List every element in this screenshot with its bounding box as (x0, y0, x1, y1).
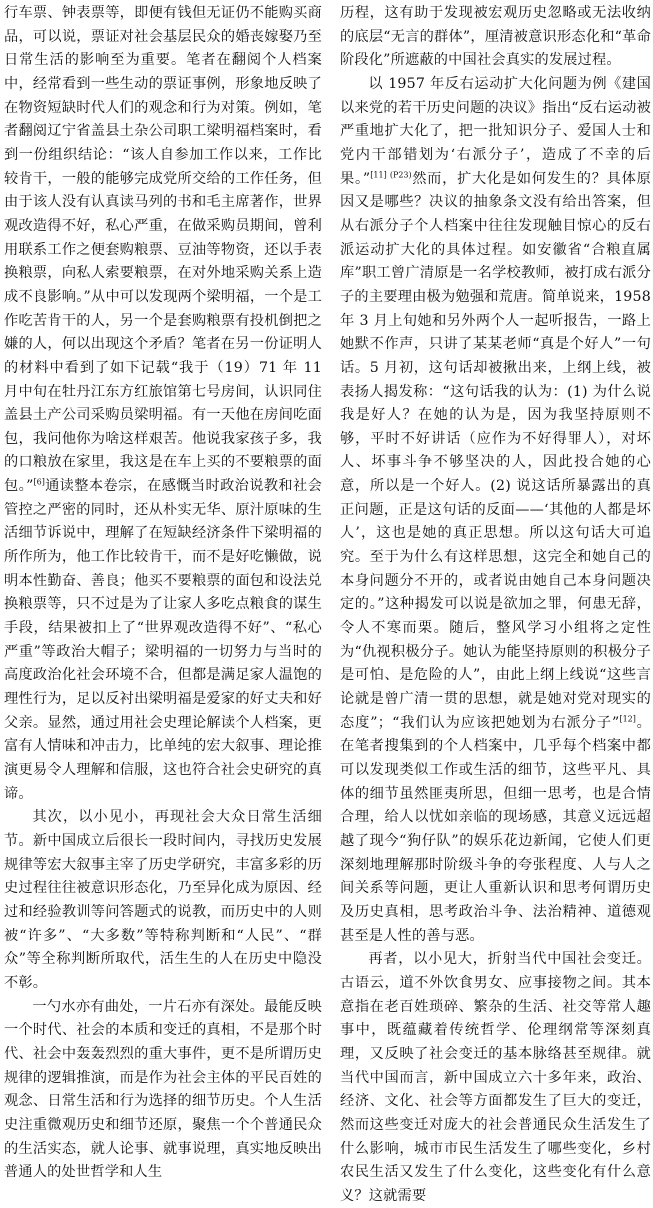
paragraph-continuation: 历程，这有助于发现被宏观历史忽略或无法收纳的底层“无言的群体”，厘清被意识形态化和“革命阶段化”所遮蔽的中国社会真实的发展过程。 (340, 5, 651, 69)
paragraph-text: 行车票、钟表票等，即便有钱但无证仍不能购买商品，可以说，票证对社会基层民众的婚丧嫁娶乃至日常生活的影响至为重要。笔者在翻阅个人档案中，经常看到一些生动的票证事例，形象地反映了在物资短缺时代人们的观念和行为对策。例如，笔者翻阅辽宁省盖县土杂公司职工梁明福档案时，看到一份组织结论：“该人自参加工作以来，工作比较肯干，一般的能够完成党所交给的工作任务，但由于该人没有认真读马列的书和毛主席著作，世界观改造得不好，私心严重，在做采购员期间，曾利用联系工作之便套购粮票、豆油等物资，还以手表换粮票，向私人索要粮票，在对外地采购关系上造成不良影响。”从中可以发现两个梁明福，一个是工作吃苦肯干的人，另一个是套购粮票有投机倒把之嫌的人，何以出现这个矛盾？笔者在另一份证明人的材料中看到了如下记载“我于（19）71 年 11 月中旬在牡丹江东方红旅馆第七号房间，认识同住盖县土产公司采购员梁明福。有一天他在房间吃面包，我问他你为啥这样艰苦。他说我家孩子多，我的口粮放在家里，我这是在车上买的不要粮票的面包。” (4, 5, 322, 495)
paragraph-text: 。在笔者搜集到的个人档案中，几乎每个档案中都可以发现类似工作或生活的细节，这些平凡、具体的细节虽然匪夷所思，但细一思考，也是合情合理，给人以忧如亲临的现场感，其意义远远超越了现今“狗仔队”的娱乐花边新闻，它使人们更深刻地理解那时阶级斗争的夸张程度、人与人之间关系等问题，更让人重新认识和思考何谓历史及历史真相，思考政治斗争、法治精神、道德观甚至是人性的善与恶。 (340, 714, 651, 944)
left-column (4, 2, 322, 1181)
paragraph-text: 以 1957 年反右运动扩大化问题为例《建国以来党的若干历史问题的决议》指出“反右运动被严重地扩大化了，把一批知识分子、爱国人士和党内干部错划为‘右派分子’，造成了不幸的后果。” (340, 75, 651, 187)
paragraph-anti-rightist (340, 73, 651, 948)
paragraph-social-change: 再者，以小见大，折射当代中国社会变迁。古语云，道不外饮食男女、应事接物之间。其本意指在老百姓琐碎、繁杂的生活、社交等常人趣事中，既蕴藏着传统哲学、伦理纲常等深刻真理，又反映了社会变迁的基本脉络甚至规律。就当代中国而言，新中国成立六十多年来，政治、经济、文化、社会等方面都发生了巨大的变迁，然而这些变迁对庞大的社会普通民众生活发生了什么影响，城市市民生活发生了哪些变化，乡村农民生活又发生了什么变化，这些变化有什么意义？这就需要 (340, 951, 651, 1204)
paragraph-daily-life: 其次，以小见小，再现社会大众日常生活细节。新中国成立后很长一段时间内，寻找历史发展规律等宏大叙事主宰了历史学研究，丰富多彩的历史过程往往被意识形态化，乃至异化成为原因、经过和经验教训等问答题式的说教，而历史中的人则被“许多”、“大多数”等特称判断和“人民”、“群众”等全称判断所取代，活生生的人在历史中隐没不彰。 (4, 809, 322, 991)
paragraph-text: 通读整本卷宗，在感慨当时政治说教和社会管控之严密的同时，还从朴实无华、原汁原味的生活细节诉说中，理解了在短缺经济条件下梁明福的所作所为，他工作比较肯干，而不是好吃懒做，说明本性勤奋、善良；他买不要粮票的面包和设法兑换粮票等，只不过是为了让家人多吃点粮食的谋生手段，结果被扣上了“世界观改造得不好”、“私心严重”等政治大帽子；梁明福的一切努力与当时的高度政治化社会环境不合，但都是满足家人温饱的理性行为，足以反衬出梁明福是爱家的好丈夫和好父亲。显然，通过用社会史理论解读个人档案，更富有人情味和冲击力，比单纯的宏大叙事、理论推演更易令人理解和信服，这也符合社会史研究的真谛。 (4, 478, 322, 802)
paragraph-text: 然而，扩大化是如何发生的？具体原因又是哪些？决议的抽象条文没有给出答案，但从右派分子个人档案中往往发现触目惊心的反右派运动扩大化的具体过程。如安徽省“合粮直属库”职工曾广清原是一名学校教师，被打成右派分子的主要理由极为勉强和荒唐。简单说来，1958 年 3 月上旬她和另外两个人一起听报告，一路上她默不作声，只讲了某某老师“真是个好人”一句话。5 月初，这句话却被揪出来，上纲上线，被表扬人揭发称：“这句话我的认为：(1) 为什么说我是好人？在她的认为是，因为我坚持原则不够，平时不好讲话（应作为不好得罪人），对坏人、坏事斗争不够坚决的人，因此投合她的心意，所以是一个好人。(2) 说这话所暴露出的真正问题，正是这句话的反面——‘其他的人都是坏人’，这也是她的真正思想。所以这句话大可追究。至于为什么有这样思想，这完全和她自己的本身问题分不开的，或者说由她自己本身问题决定的。”这种揭发可以说是欲加之罪，何患无辞，令人不寒而栗。随后，整风学习小组将之定性为“仇视积极分子。她认为能坚持原则的积极分子是可怕、是危险的人”，由此上纲上线说“这些言论就是曾广清一贯的思想，就是她对党对现实的态度”；“我们认为应该把她划为右派分子” (340, 170, 651, 731)
citation-marker: [12] (619, 713, 636, 723)
right-column (340, 2, 651, 1204)
paragraph-details: 一勺水亦有曲处，一片石亦有深处。最能反映一个时代、社会的本质和变迁的真相，不是那个时代、社会中轰轰烈烈的重大事件，更不是所谓历史规律的逻辑推演，而是作为社会主体的平民百姓的观念、日常生活和行为选择的细节历史。个人生活史注重微观历史和细节还原，聚焦一个个普通民众的生活实态，就人论事、就事说理，真实地反映出普通人的处世哲学和人生 (4, 998, 322, 1181)
citation-marker: [11] (P23) (370, 169, 412, 179)
paragraph-ration-coupons (4, 2, 322, 806)
citation-marker: [6] (33, 477, 45, 487)
